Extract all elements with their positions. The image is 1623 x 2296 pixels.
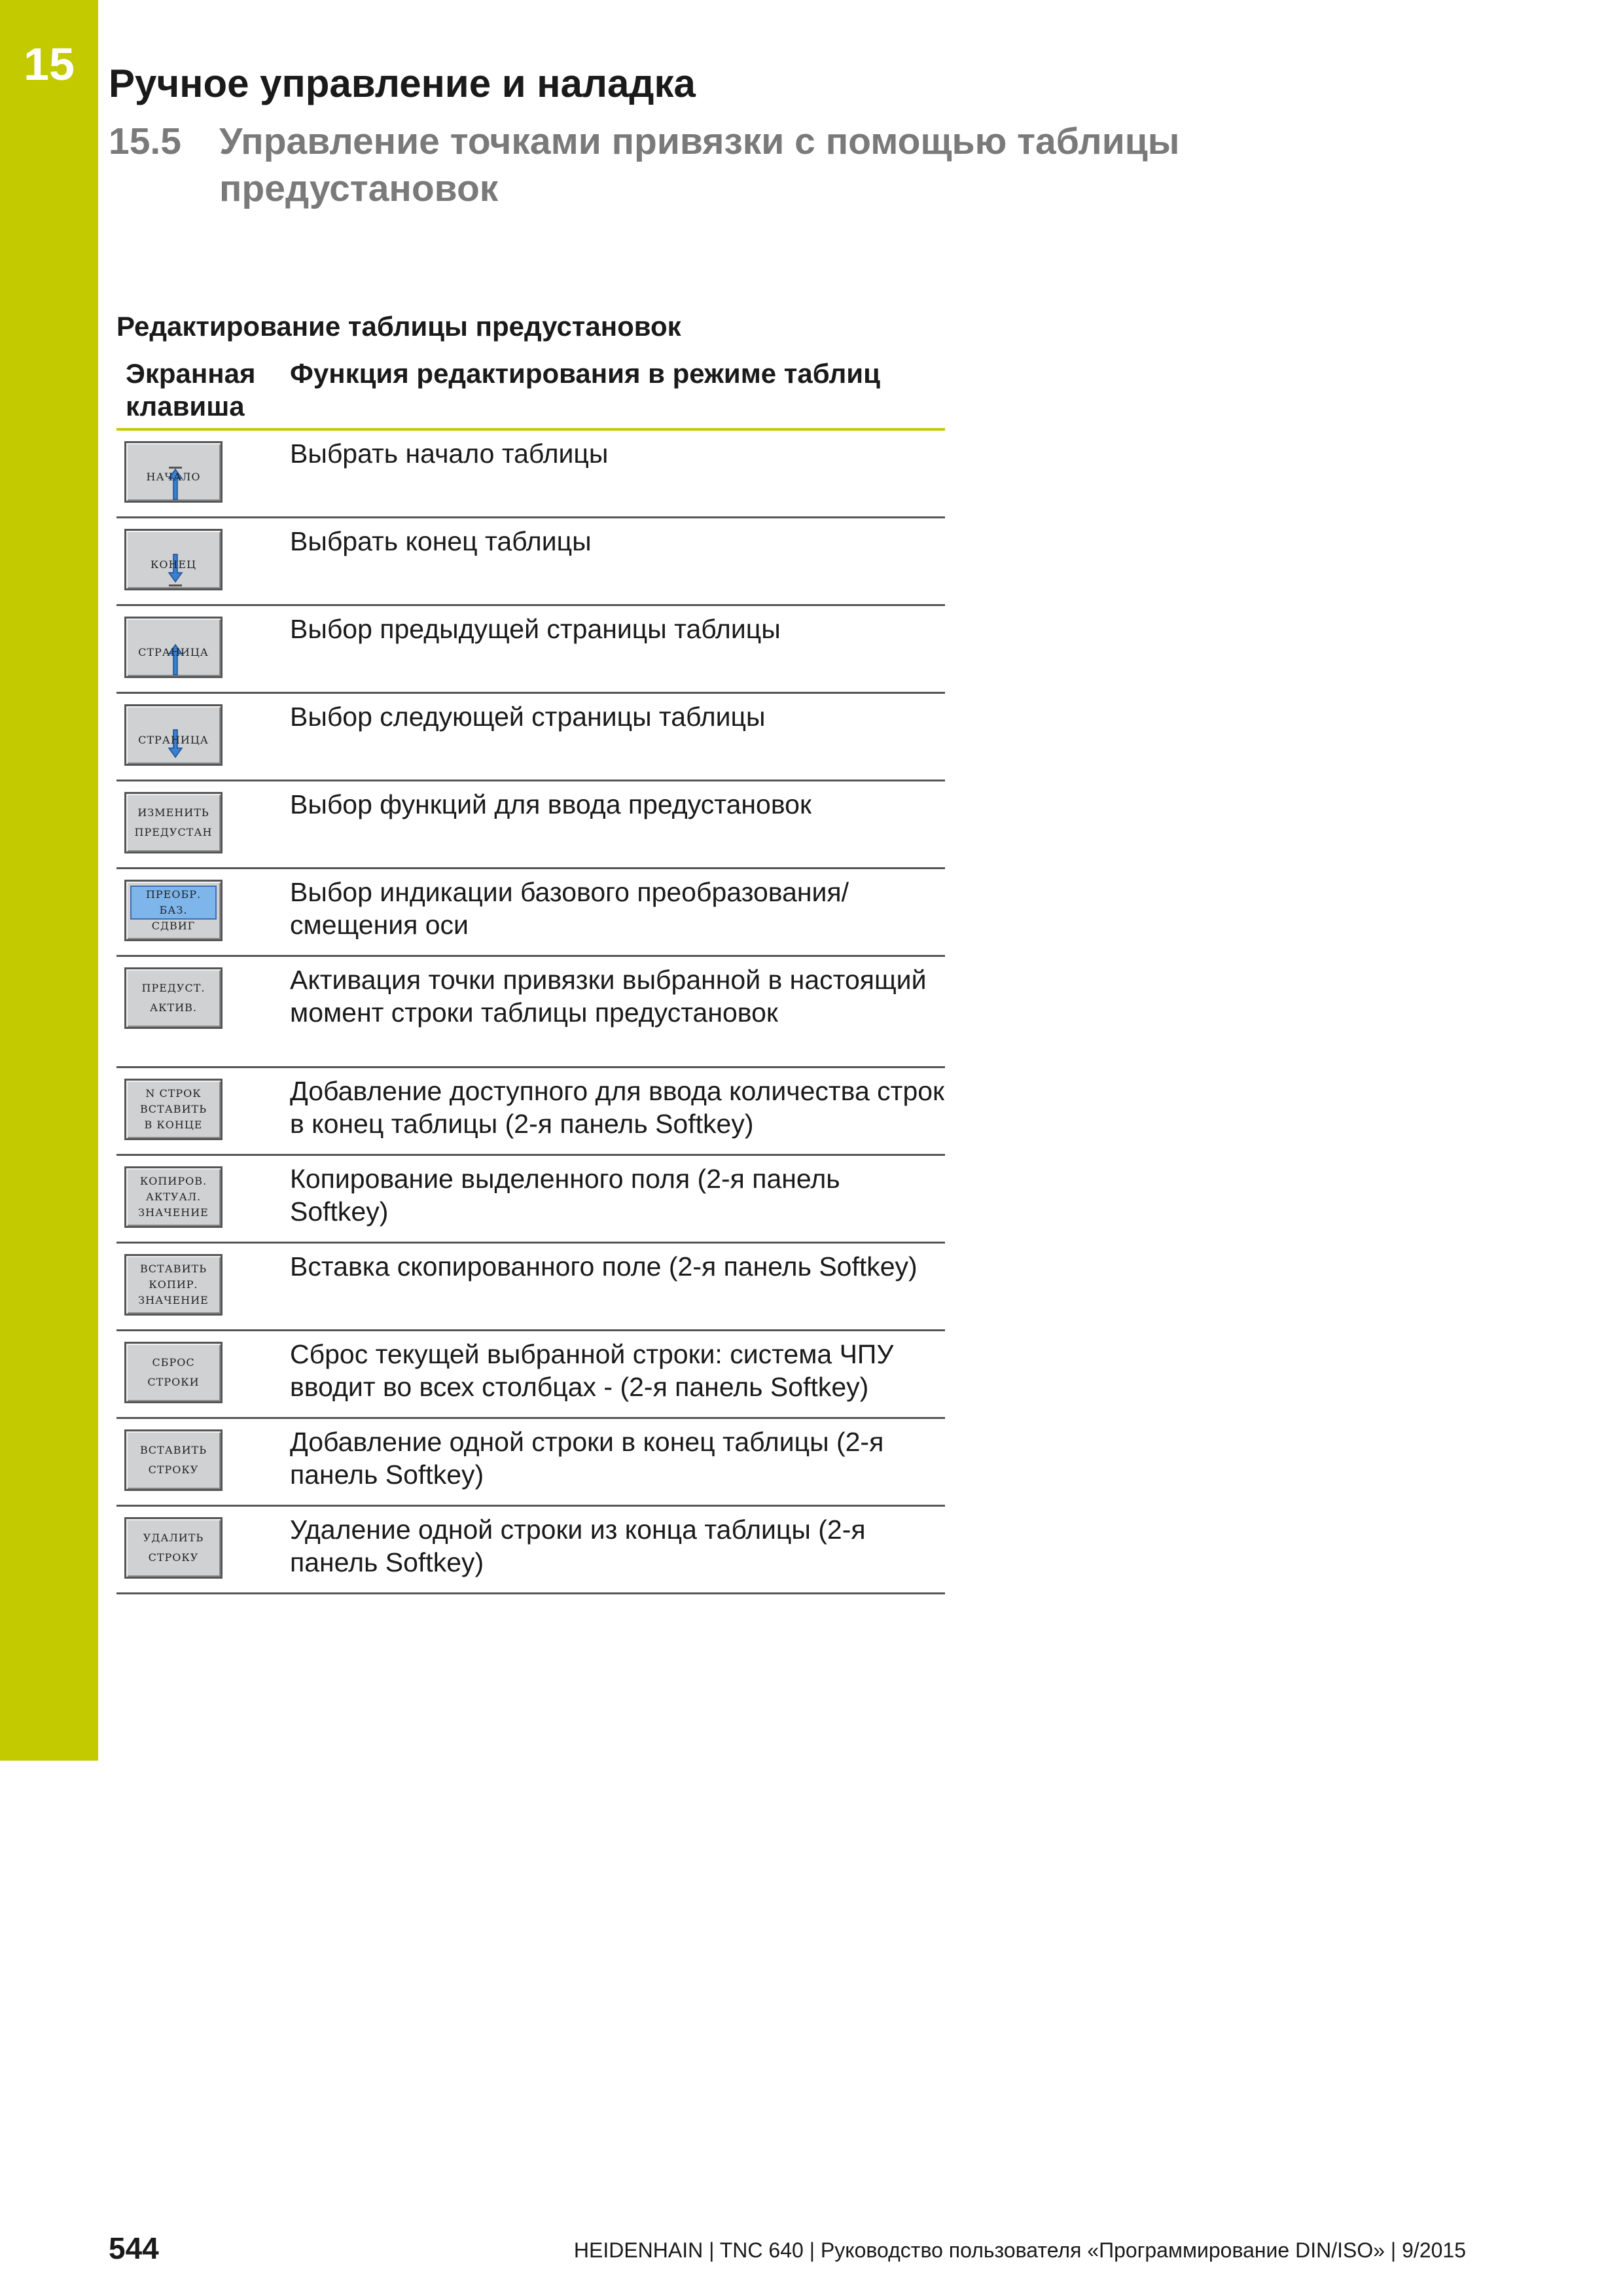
table-row <box>116 1156 945 1244</box>
softkey-label-line: ВСТАВИТЬ <box>140 1263 207 1275</box>
softkey-button <box>124 1079 223 1140</box>
softkey-label-line: СБРОС <box>152 1356 195 1369</box>
softkey-button <box>124 704 223 766</box>
function-description: Добавление доступного для ввода количества строк в конец таблицы (2-я панель Softkey) <box>290 1076 944 1139</box>
function-description: Выбор следующей страницы таблицы <box>290 702 766 732</box>
table-row <box>116 957 945 1068</box>
softkey-button <box>124 441 223 503</box>
softkey-label: СТРАНИЦА <box>138 734 209 746</box>
function-description: Вставка скопированного поле (2-я панель Softkey) <box>290 1251 918 1282</box>
softkey-label-line: БАЗ. <box>159 904 188 916</box>
softkey-label-line: ЗНАЧЕНИЕ <box>138 1206 209 1219</box>
table-row <box>116 1419 945 1507</box>
softkey-label-line: СТРОКУ <box>148 1551 199 1564</box>
function-description: Копирование выделенного поля (2-я панель Softkey) <box>290 1164 840 1227</box>
table-row <box>116 1507 945 1594</box>
softkey-label-line: АКТИВ. <box>150 1001 197 1014</box>
function-description: Выбор предыдущей страницы таблицы <box>290 614 781 644</box>
softkey-label-line: СДВИГ <box>151 920 196 932</box>
softkey-table <box>116 353 945 1594</box>
softkey-label-line: N СТРОК <box>145 1087 202 1100</box>
table-row <box>116 694 945 781</box>
function-description: Активация точки привязки выбранной в настоящий момент строки таблицы предустановок <box>290 965 927 1028</box>
softkey-label-line: В КОНЦЕ <box>144 1119 203 1131</box>
softkey-button <box>124 1517 223 1579</box>
page-number: 544 <box>109 2231 159 2265</box>
softkey-label-line: ПРЕОБР. <box>145 888 202 901</box>
table-row <box>116 781 945 869</box>
softkey-label-line: КОПИР. <box>149 1278 198 1291</box>
softkey-label: КОНЕЦ <box>150 558 197 571</box>
table-row <box>116 1331 945 1419</box>
softkey-cell <box>116 694 290 780</box>
softkey-button <box>124 1166 223 1228</box>
table-row <box>116 518 945 606</box>
table-row <box>116 1244 945 1331</box>
softkey-cell <box>116 431 290 516</box>
softkey-cell <box>116 1331 290 1417</box>
softkey-button <box>124 792 223 853</box>
table-row <box>116 606 945 694</box>
section-title: Управление точками привязки с помощью таблицы предустановок <box>219 120 1180 209</box>
softkey-cell <box>116 1156 290 1242</box>
header-softkey: Экранная клавиша <box>126 358 256 422</box>
softkey-label-line: СТРОКИ <box>147 1376 200 1388</box>
footer-text: HEIDENHAIN | TNC 640 | Руководство пользователя «Программирование DIN/ISO» | 9/2015 <box>573 2238 1466 2262</box>
softkey-label-line: АКТУАЛ. <box>145 1191 202 1203</box>
softkey-button <box>124 529 223 590</box>
softkey-cell <box>116 1507 290 1592</box>
softkey-button <box>124 617 223 678</box>
softkey-cell <box>116 606 290 692</box>
softkey-label-line: ПРЕДУСТАН <box>134 826 213 838</box>
table-header <box>116 353 945 431</box>
softkey-cell <box>116 781 290 867</box>
table-caption: Редактирование таблицы предустановок <box>116 311 681 342</box>
softkey-label-line: ВСТАВИТЬ <box>140 1103 207 1115</box>
header-function: Функция редактирования в режиме таблиц <box>290 358 880 389</box>
softkey-button <box>124 1342 223 1403</box>
function-description: Удаление одной строки из конца таблицы (2-я панель Softkey) <box>290 1515 866 1577</box>
softkey-cell <box>116 518 290 604</box>
function-description: Выбрать начало таблицы <box>290 439 609 469</box>
softkey-cell <box>116 1419 290 1505</box>
softkey-cell <box>116 1068 290 1154</box>
chapter-sidebar <box>0 0 98 1761</box>
softkey-label: НАЧАЛО <box>146 471 201 483</box>
softkey-label-line: ВСТАВИТЬ <box>140 1444 207 1456</box>
table-row <box>116 869 945 957</box>
function-description: Выбор функций для ввода предустановок <box>290 789 812 819</box>
softkey-button <box>124 1254 223 1316</box>
softkey-label-line: ПРЕДУСТ. <box>141 982 205 994</box>
table-row <box>116 431 945 518</box>
softkey-label-line: ИЗМЕНИТЬ <box>137 806 209 819</box>
section-number: 15.5 <box>109 120 181 162</box>
softkey-cell <box>116 1244 290 1329</box>
function-description: Добавление одной строки в конец таблицы (2-я панель Softkey) <box>290 1427 884 1490</box>
softkey-label-line: КОПИРОВ. <box>139 1175 207 1187</box>
chapter-title: Ручное управление и наладка <box>109 62 696 105</box>
table-row <box>116 1068 945 1156</box>
softkey-label-line: ЗНАЧЕНИЕ <box>138 1294 209 1306</box>
softkey-label-line: УДАЛИТЬ <box>143 1532 204 1544</box>
softkey-cell <box>116 869 290 955</box>
softkey-button <box>124 967 223 1029</box>
softkey-cell <box>116 957 290 1066</box>
function-description: Выбор индикации базового преобразования/ смещения оси <box>290 877 849 940</box>
softkey-label: СТРАНИЦА <box>138 646 209 658</box>
table-body <box>116 431 945 1594</box>
function-description: Выбрать конец таблицы <box>290 526 592 556</box>
softkey-button <box>124 1429 223 1491</box>
function-description: Сброс текущей выбранной строки: система ЧПУ вводит во всех столбцах - (2-я панель Softkey) <box>290 1339 894 1402</box>
chapter-number: 15 <box>24 39 75 90</box>
softkey-label-line: СТРОКУ <box>148 1463 199 1476</box>
softkey-button <box>124 880 223 941</box>
